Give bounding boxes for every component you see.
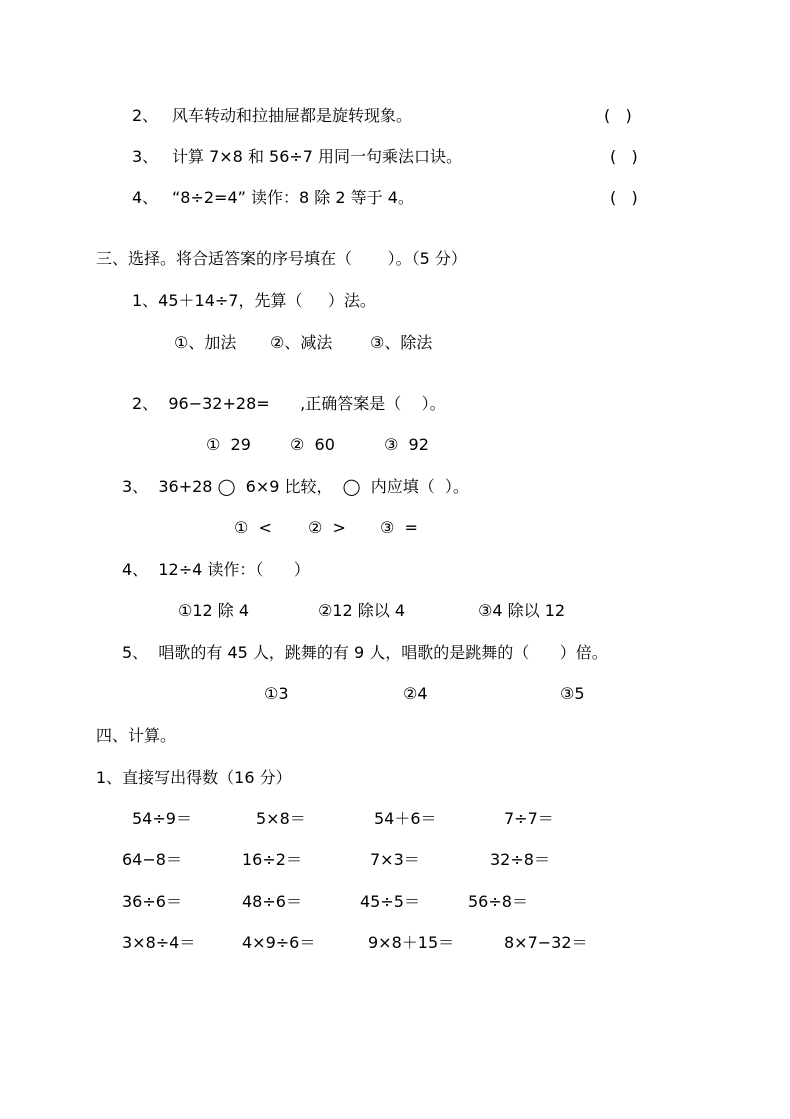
- choice-4-option-3: ③4 除以 12: [478, 601, 566, 620]
- judge-3-text: 计算 7×8 和 56÷7 用同一句乘法口诀。: [172, 147, 463, 166]
- choice-5-option-1: ①3: [264, 684, 289, 703]
- calc-r2-c4: 32÷8＝: [490, 850, 550, 869]
- section-3-heading: 三、选择。将合适答案的序号填在（ ）。（5 分）: [96, 249, 467, 268]
- choice-2-option-1: ① 29: [206, 435, 251, 454]
- choice-2-stem: 2、 96−32+28= ,正确答案是（ ）。: [132, 394, 446, 413]
- choice-3-option-3: ③ =: [380, 518, 418, 537]
- judge-3-answer-paren: ( ): [610, 147, 638, 166]
- calc-r3-c1: 36÷6＝: [122, 892, 182, 911]
- choice-2-option-2: ② 60: [290, 435, 335, 454]
- choice-1-option-1: ①、加法: [174, 333, 237, 352]
- calc-r3-c3: 45÷5＝: [360, 892, 420, 911]
- section-4-heading: 四、计算。: [96, 726, 177, 745]
- judge-3-number: 3、: [132, 147, 159, 166]
- judge-2-number: 2、: [132, 106, 159, 125]
- judge-4-answer-paren: ( ): [610, 188, 638, 207]
- choice-3-option-1: ① <: [234, 518, 272, 537]
- calc-r3-c4: 56÷8＝: [468, 892, 528, 911]
- choice-5-option-3: ③5: [560, 684, 585, 703]
- choice-4-option-2: ②12 除以 4: [318, 601, 406, 620]
- calc-r4-c2: 4×9÷6＝: [242, 933, 316, 952]
- choice-1-stem: 1、45＋14÷7，先算（ ）法。: [132, 291, 376, 310]
- calc-r1-c2: 5×8＝: [256, 809, 306, 828]
- choice-3-stem: 3、 36+28 ◯ 6×9 比较， ◯ 内应填（ ）。: [122, 477, 469, 496]
- section-4-subheading: 1、直接写出得数（16 分）: [96, 768, 292, 787]
- choice-5-stem: 5、 唱歌的有 45 人，跳舞的有 9 人，唱歌的是跳舞的（ ）倍。: [122, 643, 608, 662]
- calc-r4-c3: 9×8＋15＝: [368, 933, 455, 952]
- calc-r3-c2: 48÷6＝: [242, 892, 302, 911]
- calc-r1-c4: 7÷7＝: [504, 809, 554, 828]
- calc-r1-c1: 54÷9＝: [132, 809, 192, 828]
- judge-4-text: “8÷2=4” 读作：8 除 2 等于 4。: [172, 188, 414, 207]
- choice-1-option-2: ②、减法: [270, 333, 333, 352]
- calc-r2-c2: 16÷2＝: [242, 850, 302, 869]
- calc-r2-c1: 64−8＝: [122, 850, 182, 869]
- choice-4-option-1: ①12 除 4: [178, 601, 250, 620]
- choice-1-option-3: ③、除法: [370, 333, 433, 352]
- calc-r4-c1: 3×8÷4＝: [122, 933, 196, 952]
- choice-5-option-2: ②4: [403, 684, 428, 703]
- judge-4-number: 4、: [132, 188, 159, 207]
- calc-r2-c3: 7×3＝: [370, 850, 420, 869]
- judge-2-answer-paren: ( ): [604, 106, 632, 125]
- choice-4-stem: 4、 12÷4 读作：（ ）: [122, 560, 310, 579]
- choice-2-option-3: ③ 92: [384, 435, 429, 454]
- calc-r1-c3: 54＋6＝: [374, 809, 437, 828]
- choice-3-option-2: ② >: [308, 518, 346, 537]
- calc-r4-c4: 8×7−32＝: [504, 933, 588, 952]
- judge-2-text: 风车转动和拉抽屉都是旋转现象。: [172, 106, 413, 125]
